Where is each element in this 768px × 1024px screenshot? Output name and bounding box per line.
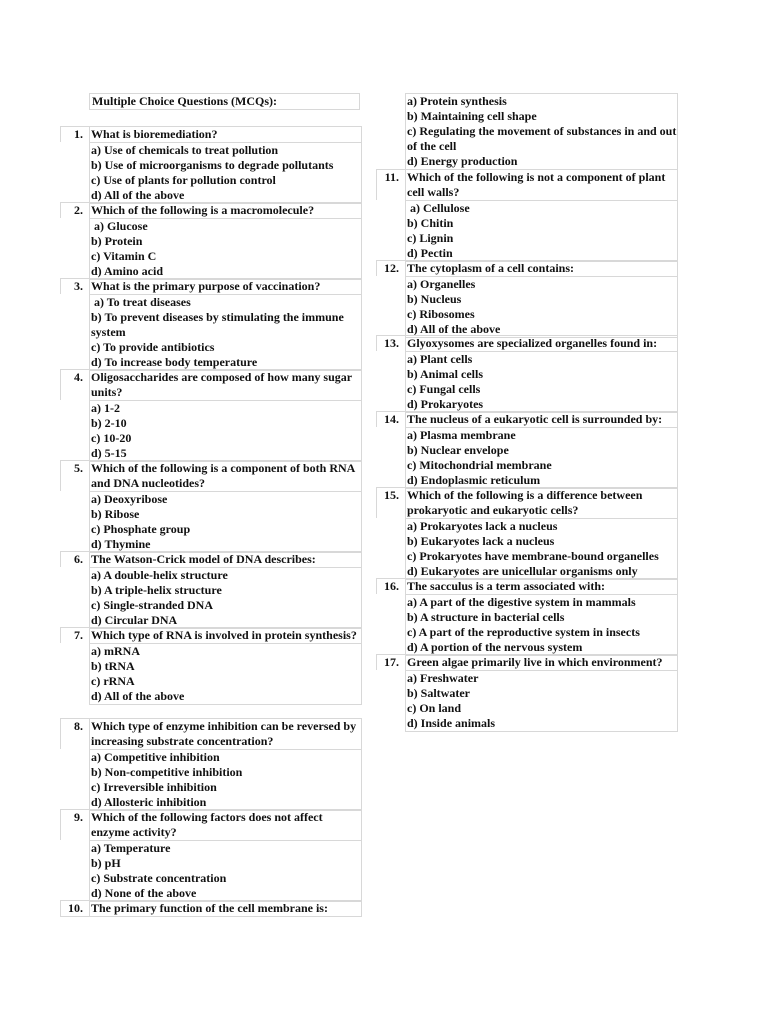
question-item [60,460,362,553]
answer-option: c) Irreversible inhibition [91,780,217,794]
options-list [89,400,362,462]
question-number: 1. [61,127,90,142]
options-list [89,491,362,553]
question-number: 6. [61,552,90,567]
answer-option: a) Temperature [91,841,171,855]
question-row [376,169,678,200]
answer-option: a) Protein synthesis [407,94,507,108]
question-row [60,809,362,840]
answer-option: b) Saltwater [407,686,470,700]
answer-option: c) Phosphate group [91,522,191,536]
question-number: 11. [377,170,406,200]
options-list [405,276,678,338]
options-list [89,294,362,371]
answer-option: b) pH [91,856,121,870]
question-item [60,627,362,705]
question-number: 9. [61,810,90,840]
answer-option: d) A portion of the nervous system [407,640,583,654]
question-text: Green algae primarily live in which environment? [407,655,663,669]
question-row [60,718,362,749]
answer-option: d) Pectin [407,246,453,260]
answer-option: d) Thymine [91,537,151,551]
question-item [376,487,678,580]
question-text: Oligosaccharides are composed of how many sugar units? [91,370,352,399]
answer-option: c) A part of the reproductive system in insects [407,625,640,639]
answer-option: a) A double-helix structure [91,568,228,582]
answer-option: b) A triple-helix structure [91,583,222,597]
question-row [60,369,362,400]
question-row [60,551,362,567]
answer-option: d) Amino acid [91,264,164,278]
question-text: Which of the following factors does not affect enzyme activity? [91,810,323,839]
answer-option: d) Energy production [407,154,518,168]
answer-option: c) Prokaryotes have membrane-bound organelles [407,549,659,563]
question-item [376,411,678,489]
answer-option: d) Eukaryotes are unicellular organisms only [407,564,638,578]
answer-option: d) All of the above [407,322,501,336]
question-text: Which of the following is a macromolecule? [91,203,315,217]
question-number: 14. [377,412,406,427]
question-text: The nucleus of a eukaryotic cell is surrounded by: [407,412,663,426]
answer-option: a) Prokaryotes lack a nucleus [407,519,558,533]
answer-option: c) Use of plants for pollution control [91,173,276,187]
question-row [376,578,678,594]
answer-option: b) tRNA [91,659,135,673]
question-row [376,487,678,518]
answer-option: a) Deoxyribose [91,492,168,506]
answer-option: b) Nuclear envelope [407,443,509,457]
answer-option: a) Plant cells [407,352,473,366]
answer-option: b) Ribose [91,507,140,521]
answer-option: c) On land [407,701,462,715]
question-item [60,551,362,629]
answer-option: c) Ribosomes [407,307,475,321]
answer-option: b) Nucleus [407,292,462,306]
question-row [60,202,362,218]
question-number: 5. [61,461,90,491]
answer-option: d) Allosteric inhibition [91,795,207,809]
options-list [89,567,362,629]
answer-option: c) Vitamin C [91,249,157,263]
answer-option: a) To treat diseases [94,295,191,309]
options-list [89,643,362,705]
answer-option: a) A part of the digestive system in mammals [407,595,636,609]
question-item [376,260,678,338]
question-row [376,335,678,351]
options-list [405,200,678,262]
answer-option: b) A structure in bacterial cells [407,610,565,624]
question-number: 15. [377,488,406,518]
question-text: The sacculus is a term associated with: [407,579,605,593]
answer-option: c) rRNA [91,674,135,688]
question-item [60,369,362,462]
question-text: Which of the following is not a component of plant cell walls? [407,170,666,199]
answer-option: c) Substrate concentration [91,871,227,885]
answer-option: a) mRNA [91,644,140,658]
answer-option: b) Use of microorganisms to degrade pollutants [91,158,334,172]
question-item [376,335,678,413]
question-row [376,411,678,427]
answer-option: d) All of the above [91,188,185,202]
answer-option: b) Protein [91,234,143,248]
question-text: The cytoplasm of a cell contains: [407,261,574,275]
answer-option: d) All of the above [91,689,185,703]
options-list [89,142,362,204]
question-text: The primary function of the cell membrane is: [91,901,328,915]
question-item [376,578,678,656]
answer-option: c) Fungal cells [407,382,481,396]
question-item [60,202,362,280]
question-item [60,126,362,204]
options-list [89,840,362,902]
question-text: The Watson-Crick model of DNA describes: [91,552,316,566]
question-item-continued [376,93,678,170]
question-item [376,654,678,732]
question-text: Which type of enzyme inhibition can be reversed by increasing substrate concentration? [91,719,357,748]
options-list [405,427,678,489]
page-title: Multiple Choice Questions (MCQs): [89,93,360,110]
question-text: Which of the following is a component of both RNA and DNA nucleotides? [91,461,355,490]
answer-option: a) Organelles [407,277,476,291]
answer-option: b) Animal cells [407,367,484,381]
answer-option: b) 2-10 [91,416,127,430]
question-text: Which type of RNA is involved in protein synthesis? [91,628,357,642]
question-row [60,460,362,491]
question-row [60,126,362,142]
answer-option: d) Endoplasmic reticulum [407,473,541,487]
answer-option: d) None of the above [91,886,197,900]
question-number: 10. [61,901,90,916]
question-item [60,809,362,902]
answer-option: a) Glucose [94,219,148,233]
question-number: 13. [377,336,406,351]
answer-option: a) 1-2 [91,401,120,415]
question-text: Which of the following is a difference between prokaryotic and eukaryotic cells? [407,488,643,517]
question-row [376,654,678,670]
question-number: 7. [61,628,90,643]
question-number: 12. [377,261,406,276]
answer-option: c) Single-stranded DNA [91,598,213,612]
question-text: What is the primary purpose of vaccination? [91,279,321,293]
answer-option: a) Plasma membrane [407,428,516,442]
answer-option: c) 10-20 [91,431,132,445]
answer-option: d) Inside animals [407,716,496,730]
question-row [60,900,362,917]
answer-option: a) Use of chemicals to treat pollution [91,143,279,157]
answer-option: c) Lignin [407,231,454,245]
options-list [89,218,362,280]
question-text: Glyoxysomes are specialized organelles found in: [407,336,658,350]
question-number: 17. [377,655,406,670]
answer-option: d) 5-15 [91,446,127,460]
question-item [376,169,678,262]
answer-option: d) To increase body temperature [91,355,258,369]
options-list [405,518,678,580]
answer-option: d) Prokaryotes [407,397,484,411]
options-list [405,93,678,170]
answer-option: c) Mitochondrial membrane [407,458,552,472]
options-list [405,594,678,656]
question-number: 16. [377,579,406,594]
question-number: 3. [61,279,90,294]
options-list [405,670,678,732]
answer-option: b) Chitin [407,216,454,230]
question-text: What is bioremediation? [91,127,218,141]
question-item [60,278,362,371]
answer-option: d) Circular DNA [91,613,178,627]
question-number: 4. [61,370,90,400]
answer-option: b) To prevent diseases by stimulating the immune system [91,310,344,339]
answer-option: c) To provide antibiotics [91,340,215,354]
answer-option: b) Non-competitive inhibition [91,765,243,779]
answer-option: c) Regulating the movement of substances in and out of the cell [407,124,677,153]
answer-option: b) Eukaryotes lack a nucleus [407,534,555,548]
answer-option: a) Competitive inhibition [91,750,220,764]
question-row [60,278,362,294]
question-item [60,900,362,917]
question-number: 2. [61,203,90,218]
answer-option: b) Maintaining cell shape [407,109,537,123]
options-list [405,351,678,413]
question-row [60,627,362,643]
question-row [376,260,678,276]
answer-option: a) Cellulose [410,201,470,215]
question-item [60,718,362,811]
answer-option: a) Freshwater [407,671,479,685]
question-number: 8. [61,719,90,749]
options-list [89,749,362,811]
